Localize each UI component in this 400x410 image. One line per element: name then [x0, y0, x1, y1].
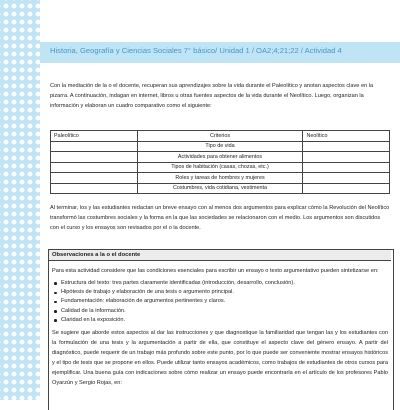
table-cell-neolithic — [303, 162, 390, 173]
table-cell-neolithic — [303, 183, 390, 194]
column-header-criteria: Criterios — [137, 131, 303, 142]
intro-section — [50, 81, 390, 111]
comparison-table — [50, 130, 390, 194]
observations-closing: Se sugiere que aborde estos aspectos al dar las instrucciones y que diagnostique la familiaridad que tengan las y los estudiantes con la formulación de una tesis y la argumentación a partir de ella, que constituye el aspecto clave del género ensayo. A partir del diagnóstico, puede requerir de un trabajo más profundo sobre este punto, por lo que puede ser conveniente mostrar ensayos históricos y el tipo de tesis que se propone en ellos. Puede utilizar tanto ensayos académicos, como trabajos de estudiantes de otros cursos para ejemplificar. Una buena guía con indicaciones sobre cómo realizar un ensayo puede encontrarla en el artículo de los profesores Pablo Oyarzún y Sergio Rojas, en: — [52, 330, 388, 387]
table-cell-criterion: Actividades para obtener alimentos — [137, 152, 303, 163]
column-header-paleolithic: Paleolítico — [51, 131, 138, 142]
table-cell-neolithic — [303, 141, 390, 152]
page-title: Historia, Geografía y Ciencias Sociales 7° básico/ Unidad 1 / OA2;4;21;22 / Actividad 4 — [50, 46, 342, 55]
table-row — [51, 162, 390, 173]
list-item: Calidad de la información. — [52, 307, 388, 316]
table-cell-paleolithic — [51, 141, 138, 152]
table-row — [51, 173, 390, 184]
table-row — [51, 141, 390, 152]
table-cell-paleolithic — [51, 173, 138, 184]
list-item: Claridad en la exposición. — [52, 316, 388, 325]
table-cell-criterion: Tipo de vida — [137, 141, 303, 152]
list-item: Fundamentación: elaboración de argumentos pertinentes y claros. — [52, 297, 388, 306]
intro-paragraph: Con la mediación de la o el docente, recuperan sus aprendizajes sobre la vida durante el Paleolítico y anotan aspectos clave en la pizarra. A continuación, indagan en internet, libros u otras fuentes aspectos de la vida durante el Neolítico. Luego, organizan la información y elaboran un cuadro comparativo como el siguiente: — [50, 83, 374, 109]
essay-instructions-paragraph: Al terminar, los y las estudiantes redactan un breve ensayo con al menos dos argumentos para explicar cómo la Revolución del Neolítico transformó las costumbres sociales y la forma en la que las sociedades se relacionaron con el medio. Los argumentos son discutidos con el curso y los ensayos son revisados por el o la docente. — [50, 205, 390, 231]
column-header-neolithic: Neolítico — [303, 131, 390, 142]
table-cell-paleolithic — [51, 183, 138, 194]
dot-pattern — [0, 0, 40, 400]
table-cell-paleolithic — [51, 152, 138, 163]
table-row — [51, 183, 390, 194]
table-cell-paleolithic — [51, 162, 138, 173]
observations-title: Observaciones a la o el docente — [49, 250, 391, 261]
table-cell-neolithic — [303, 152, 390, 163]
observations-body — [52, 266, 388, 388]
table-cell-criterion: Tipos de habitación (casas, chozas, etc.) — [137, 162, 303, 173]
table-cell-neolithic — [303, 173, 390, 184]
conditions-list — [52, 279, 388, 325]
list-item: Estructura del texto: tres partes claramente identificadas (introducción, desarrollo, conclusión). — [52, 279, 388, 288]
table-header-row — [51, 131, 390, 142]
decorative-sidebar — [0, 0, 40, 400]
list-item: Hipótesis de trabajo y elaboración de una tesis o argumento principal. — [52, 288, 388, 297]
table-cell-criterion: Costumbres, vida cotidiana, vestimenta — [137, 183, 303, 194]
essay-instructions-section — [50, 203, 390, 233]
observations-lead: Para esta actividad considere que las condiciones esenciales para escribir un ensayo o texto argumentativo pueden sintetizarse en: — [52, 268, 379, 274]
table-cell-criterion: Roles y tareas de hombres y mujeres — [137, 173, 303, 184]
table-row — [51, 152, 390, 163]
